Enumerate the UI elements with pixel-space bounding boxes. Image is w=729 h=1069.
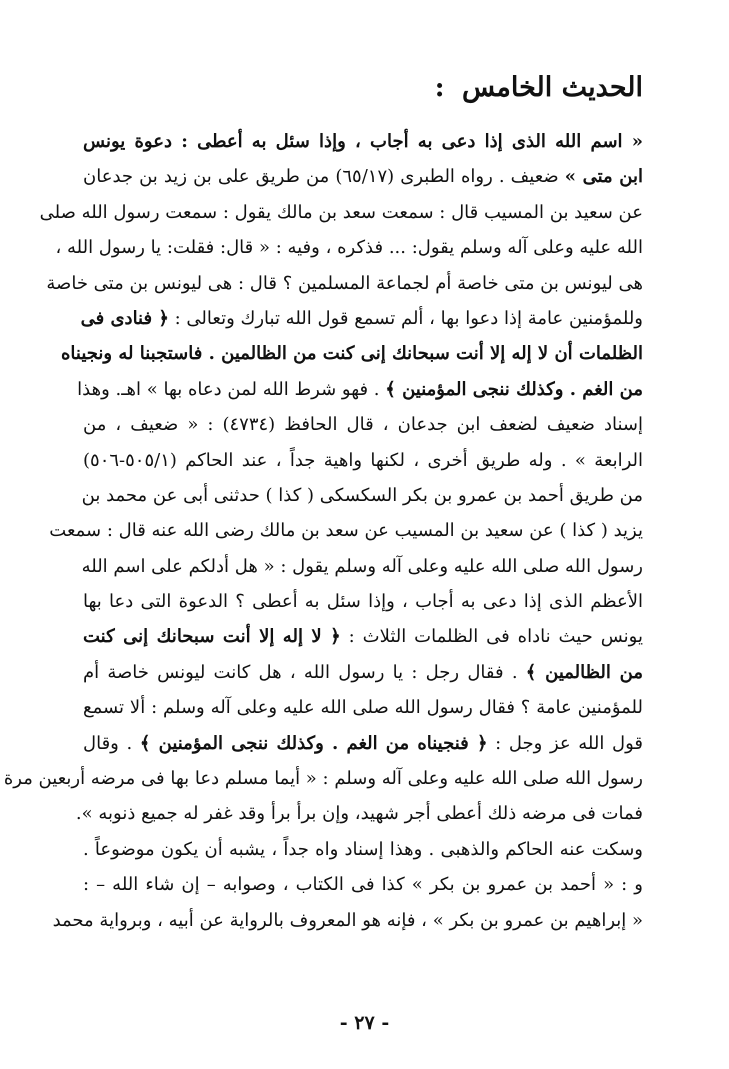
- text-segment: قول الله عز وجل :: [487, 732, 644, 754]
- text-segment: الرابعة » . وله طريق أخرى ، لكنها واهية جداً ، عند الحاكم (٥٠٥/١-٥٠٦): [83, 449, 643, 471]
- text-segment: و : « أحمد بن عمرو بن بكر » كذا فى الكتاب ، وصوابه – إن شاء الله – :: [83, 874, 643, 896]
- text-segment: يونس حيث ناداه فى الظلمات الثلاث :: [340, 626, 643, 648]
- text-segment: هى ليونس بن متى خاصة أم لجماعة المسلمين ؟ قال : هى ليونس بن متى خاصة: [46, 272, 643, 294]
- text-segment: رسول الله صلى الله عليه وعلى آله وسلم : « أيما مسلم دعا بها فى مرضه أربعين مرة: [3, 768, 643, 790]
- page-number: - ٢٧ -: [339, 1012, 390, 1034]
- bold-text-segment: « اسم الله الذى إذا دعى به أجاب ، وإذا سئل به أعطى : دعوة يونس: [83, 131, 643, 152]
- heading-colon: :: [434, 72, 445, 103]
- body-text: [3, 124, 644, 938]
- bold-text-segment: ﴿ لا إله إلا أنت سبحانك إنى كنت: [83, 626, 341, 648]
- text-line: [52, 903, 643, 938]
- text-line: [83, 159, 643, 194]
- section-heading: [435, 72, 643, 103]
- text-segment: الله عليه وعلى آله وسلم يقول: ... فذكره ، وفيه : « قال: فقلت: يا رسول الله ،: [55, 237, 643, 259]
- text-segment: من طريق أحمد بن عمرو بن بكر السكسكى ( كذا ) حدثنى أبى عن محمد بن: [81, 484, 643, 506]
- text-segment: فمات فى مرضه ذلك أعطى أجر شهيد، وإن برأ برأ وقد غفر له جميع ذنوبه ».: [75, 803, 643, 825]
- text-segment: ضعيف . رواه الطبرى (٦٥/١٧) من طريق على بن زيد بن جدعان: [83, 166, 565, 188]
- text-segment: « إبراهيم بن عمرو بن بكر » ، فإنه هو المعروف بالرواية عن أبيه ، وبرواية محمد: [52, 909, 643, 931]
- text-segment: . فقال رجل : يا رسول الله ، هل كانت ليونس خاصة أم: [83, 661, 526, 683]
- text-segment: يزيد ( كذا ) عن سعيد بن المسيب عن سعد بن مالك رضى الله عنه قال : سمعت: [49, 520, 643, 542]
- text-segment: . وقال: [83, 732, 140, 754]
- text-line: [75, 796, 643, 831]
- text-line: [83, 726, 643, 761]
- text-line: [49, 513, 643, 548]
- text-line: [83, 124, 643, 159]
- text-line: [83, 690, 643, 725]
- text-segment: . فهو شرط الله لمن دعاه بها » اهـ. وهذا: [77, 378, 386, 400]
- text-line: [83, 655, 643, 690]
- text-line: [55, 230, 643, 265]
- text-line: [83, 407, 643, 442]
- text-segment: وسكت عنه الحاكم والذهبى . وهذا إسناد واه جداً ، يشبه أن يكون موضوعاً .: [83, 838, 643, 860]
- text-segment: إسناد ضعيف لضعف ابن جدعان ، قال الحافظ (٤٧٣٤) : « ضعيف ، من: [83, 414, 643, 436]
- text-line: [60, 336, 643, 371]
- text-segment: الأعظم الذى إذا دعى به أجاب ، وإذا سئل به أعطى ؟ الدعوة التى دعا بها: [83, 591, 643, 613]
- text-segment: رسول الله صلى الله عليه وعلى آله وسلم يقول : « هل أدلكم على اسم الله: [81, 555, 643, 577]
- heading-title: الحديث الخامس: [461, 72, 643, 103]
- text-segment: وللمؤمنين عامة إذا دعوا بها ، ألم تسمع قول الله تبارك وتعالى :: [168, 307, 643, 329]
- text-segment: للمؤمنين عامة ؟ فقال رسول الله صلى الله عليه وعلى آله وسلم : ألا تسمع: [83, 697, 643, 719]
- bold-text-segment: الظلمات أن لا إله إلا أنت سبحانك إنى كنت من الظالمين . فاستجبنا له ونجيناه: [60, 343, 643, 365]
- text-line: [83, 619, 643, 654]
- text-line: [77, 372, 643, 407]
- bold-text-segment: ﴿ فنادى فى: [80, 307, 169, 329]
- text-line: [83, 584, 643, 619]
- text-line: [83, 832, 643, 867]
- bold-text-segment: ابن متى »: [564, 166, 644, 188]
- text-line: [80, 301, 643, 336]
- text-segment: عن سعيد بن المسيب قال : سمعت سعد بن مالك يقول : سمعت رسول الله صلى: [39, 201, 643, 223]
- text-line: [46, 266, 643, 301]
- text-line: [83, 549, 643, 584]
- text-line: [83, 443, 643, 478]
- text-line: [83, 478, 643, 513]
- text-line: [3, 761, 643, 796]
- bold-text-segment: من الظالمين ﴾: [525, 661, 643, 683]
- text-line: [39, 195, 643, 230]
- bold-text-segment: ﴿ فنجيناه من الغم . وكذلك ننجى المؤمنين ﴾: [139, 732, 488, 754]
- text-line: [83, 867, 643, 902]
- bold-text-segment: من الغم . وكذلك ننجى المؤمنين ﴾: [385, 378, 643, 400]
